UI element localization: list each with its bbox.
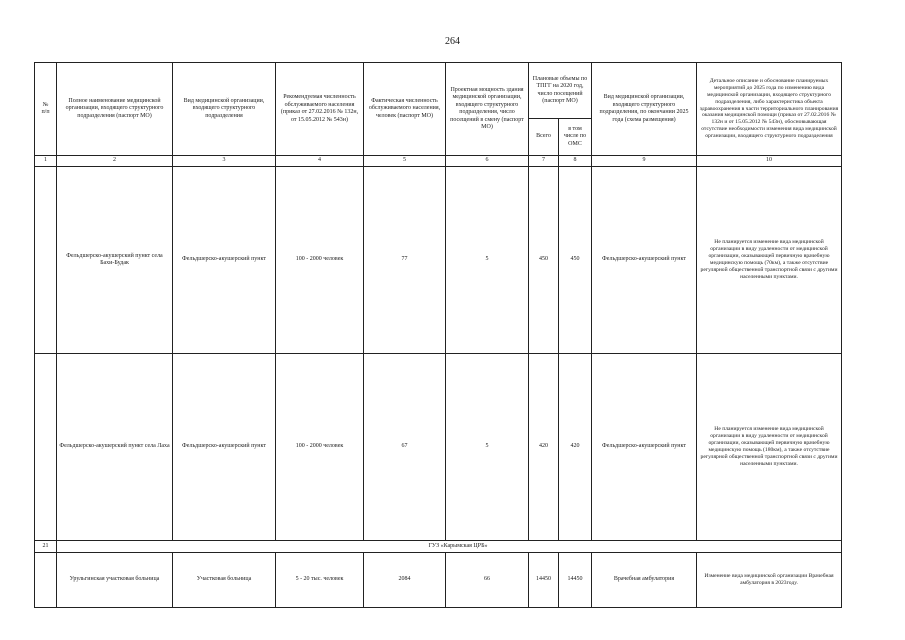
header-oms: в том числе по ОМС (559, 119, 592, 156)
facility-type: Участковая больница (173, 553, 276, 608)
column-number: 5 (364, 156, 446, 167)
column-number: 8 (559, 156, 592, 167)
row-number (35, 354, 57, 541)
recommended-population: 100 - 2000 человек (276, 167, 364, 354)
design-capacity: 66 (446, 553, 529, 608)
column-number: 4 (276, 156, 364, 167)
header-number: № п/п (35, 63, 57, 156)
column-number-row (35, 156, 842, 167)
table-row (35, 553, 842, 608)
plan-description: Изменение вида медицинской организации Врачебная амбулатория в 2023году. (697, 553, 842, 608)
header-type: Вид медицинской организации, входящего структурного подразделения (173, 63, 276, 156)
column-number: 9 (592, 156, 697, 167)
design-capacity: 5 (446, 354, 529, 541)
facility-name: Фельдшерско-акушерский пункт села Бахи-Будак (57, 167, 173, 354)
column-number: 6 (446, 156, 529, 167)
section-number: 21 (35, 541, 57, 553)
header-recommended: Рекомендуемая численность обслуживаемого населения (приказ от 27.02.2016 № 132н, от 15.05.2012 № 543н) (276, 63, 364, 156)
actual-population: 67 (364, 354, 446, 541)
header-description: Детальное описание и обоснование планируемых мероприятий до 2025 года по изменению вида медицинской организации, входящего структурного подразделения, либо характеристика объекта здравоохранения в части территориального планирования оказания медицинской помощи (приказ от 27.02.2016 № 132н и от 15.05.2012 № 543н), обосновывающая отсутствие необходимости изменения вида медицинской организации, входящего структурного подразделения (697, 63, 842, 156)
planned-total: 14450 (529, 553, 559, 608)
column-number: 2 (57, 156, 173, 167)
header-total: Всего (529, 119, 559, 156)
header-type-2025: Вид медицинской организации, входящего структурного подразделения, по окончании 2025 года (схема размещения) (592, 63, 697, 156)
section-row (35, 541, 842, 553)
actual-population: 2084 (364, 553, 446, 608)
medical-facilities-table (34, 62, 842, 608)
header-capacity: Проектная мощность здания медицинской организации, входящего структурного подразделения, число посещений в смену (паспорт МО) (446, 63, 529, 156)
planned-oms: 420 (559, 354, 592, 541)
row-number (35, 167, 57, 354)
recommended-population: 5 - 20 тыс. человек (276, 553, 364, 608)
actual-population: 77 (364, 167, 446, 354)
column-number: 1 (35, 156, 57, 167)
plan-description: Не планируется изменение вида медицинской организации в виду удаленности от медицинской организации, оказывающей первичную врачебную медицинскую помощь (180км), а также отсутствие регулярной общественной транспортной связи с другими населенными пунктами. (697, 354, 842, 541)
facility-name: Урульгинская участковая больница (57, 553, 173, 608)
planned-total: 420 (529, 354, 559, 541)
row-number (35, 553, 57, 608)
facility-type-2025: Фельдшерско-акушерский пункт (592, 167, 697, 354)
header-name: Полное наименование медицинской организации, входящего структурного подразделения (паспорт МО) (57, 63, 173, 156)
facility-type: Фельдшерско-акушерский пункт (173, 354, 276, 541)
planned-oms: 14450 (559, 553, 592, 608)
column-number: 3 (173, 156, 276, 167)
plan-description: Не планируется изменение вида медицинской организации в виду удаленности от медицинской организации, оказывающей первичную врачебную медицинскую помощь (70км), а также отсутствие регулярной общественной транспортной связи с другими населенными пунктами. (697, 167, 842, 354)
header-planned-volumes: Плановые объемы по ТПГГ на 2020 год, число посещений (паспорт МО) (529, 63, 592, 119)
header-actual: Фактическая численность обслуживаемого населения, человек (паспорт МО) (364, 63, 446, 156)
design-capacity: 5 (446, 167, 529, 354)
planned-oms: 450 (559, 167, 592, 354)
planned-total: 450 (529, 167, 559, 354)
facility-name: Фельдшерско-акушерский пункт села Лаха (57, 354, 173, 541)
recommended-population: 100 - 2000 человек (276, 354, 364, 541)
page-number: 264 (445, 36, 460, 47)
section-title: ГУЗ «Карымская ЦРБ» (57, 541, 842, 553)
table-row (35, 167, 842, 354)
facility-type-2025: Фельдшерско-акушерский пункт (592, 354, 697, 541)
column-number: 10 (697, 156, 842, 167)
column-number: 7 (529, 156, 559, 167)
facility-type: Фельдшерско-акушерский пункт (173, 167, 276, 354)
facility-type-2025: Врачебная амбулатория (592, 553, 697, 608)
table-row (35, 354, 842, 541)
